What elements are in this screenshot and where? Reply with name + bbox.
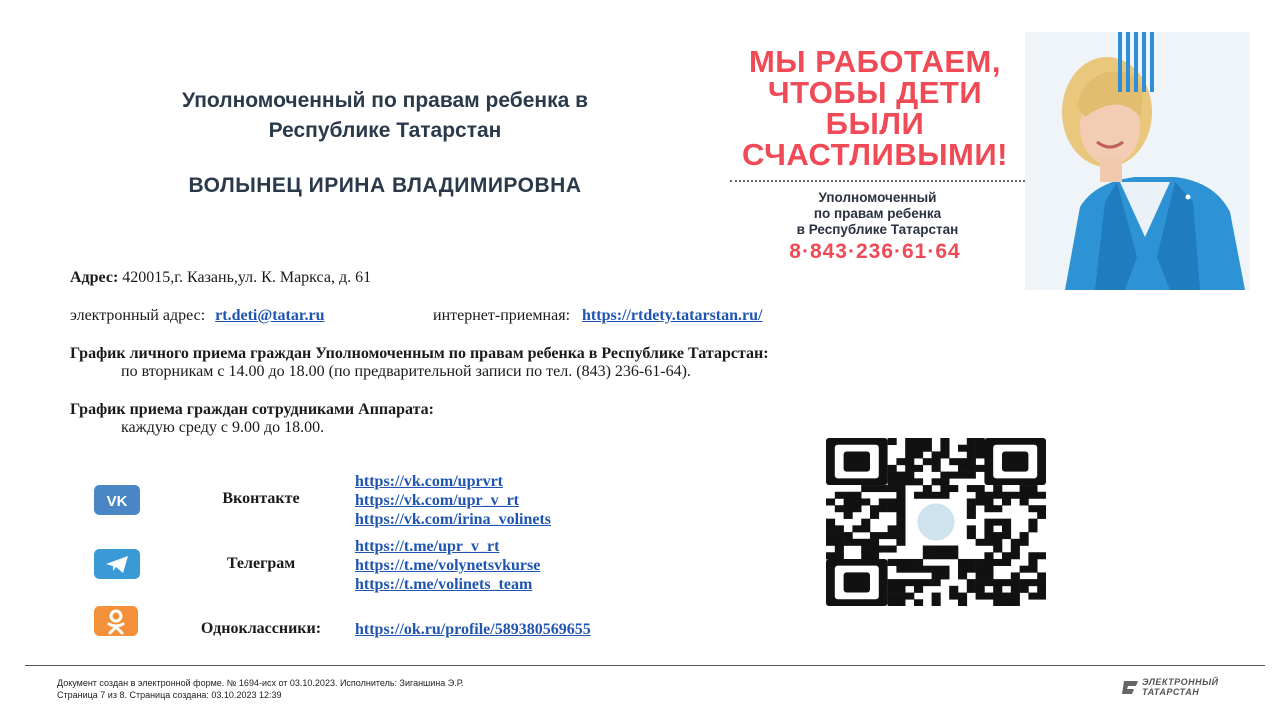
ok-link[interactable]: https://ok.ru/profile/589380569655 bbox=[355, 621, 591, 638]
footer-line: Документ создан в электронной форме. № 1694-исх от 03.10.2023. Исполнитель: Зиганшина Э.Р. bbox=[57, 678, 464, 688]
address-label: Адрес: bbox=[70, 269, 119, 286]
odnoklassniki-icon[interactable] bbox=[94, 606, 138, 636]
vk-links bbox=[355, 472, 551, 529]
banner-phone: 8·843·236·61·64 bbox=[789, 240, 961, 263]
office-title-line1: Уполномоченный по правам ребенка в bbox=[181, 89, 589, 112]
ok-links bbox=[355, 620, 591, 639]
staff-schedule-text: каждую среду с 9.00 до 18.00. bbox=[121, 419, 325, 436]
reception-label: интернет-приемная: bbox=[433, 307, 571, 324]
slogan-line: СЧАСТЛИВЫМИ! bbox=[742, 137, 1008, 172]
slogan-line: БЫЛИ bbox=[825, 106, 925, 141]
vk-label: Вконтакте bbox=[222, 490, 300, 507]
banner-subtitle-line: в Республике Татарстан bbox=[796, 222, 959, 237]
banner-subtitle-line: Уполномоченный bbox=[818, 190, 937, 205]
vk-link[interactable]: https://vk.com/irina_volinets bbox=[355, 511, 552, 528]
email-link[interactable]: rt.deti@tatar.ru bbox=[215, 307, 325, 324]
telegram-links bbox=[355, 537, 540, 594]
telegram-link[interactable]: https://t.me/upr_v_rt bbox=[355, 538, 500, 555]
person-name: ВОЛЫНЕЦ ИРИНА ВЛАДИМИРОВНА bbox=[188, 174, 582, 197]
footer-text bbox=[57, 677, 464, 701]
electronic-tatarstan-logo bbox=[1120, 677, 1240, 699]
dotted-divider bbox=[730, 180, 1025, 182]
telegram-icon[interactable] bbox=[94, 549, 140, 579]
email-row bbox=[70, 306, 325, 326]
footer-divider bbox=[25, 665, 1265, 666]
etat-logo-icon bbox=[1120, 679, 1140, 697]
slogan-line: МЫ РАБОТАЕМ, bbox=[748, 44, 1001, 79]
vk-link[interactable]: https://vk.com/upr_v_rt bbox=[355, 492, 519, 509]
personal-schedule-title: График личного приема граждан Уполномоченным по правам ребенка в Республике Татарстан: bbox=[70, 345, 769, 362]
vk-link[interactable]: https://vk.com/uprvrt bbox=[355, 473, 503, 490]
banner bbox=[720, 32, 1250, 290]
etat-logo-line: ТАТАРСТАН bbox=[1142, 687, 1200, 697]
banner-subtitle bbox=[730, 190, 1025, 238]
reception-link[interactable]: https://rtdety.tatarstan.ru/ bbox=[582, 307, 763, 324]
decorative-stripes bbox=[1118, 32, 1158, 92]
ok-label: Одноклассники: bbox=[200, 620, 322, 637]
vk-icon[interactable] bbox=[94, 485, 140, 515]
office-title-line2: Республике Татарстан bbox=[268, 119, 502, 142]
reception-row bbox=[433, 306, 762, 326]
banner-subtitle-line: по правам ребенка bbox=[813, 206, 942, 221]
staff-schedule-title: График приема граждан сотрудниками Аппарата: bbox=[70, 401, 434, 418]
slogan-line: ЧТОБЫ ДЕТИ bbox=[767, 75, 983, 110]
banner-slogan bbox=[720, 46, 1030, 170]
telegram-link[interactable]: https://t.me/volynetsvkurse bbox=[355, 557, 541, 574]
telegram-label: Телеграм bbox=[226, 555, 296, 572]
address-row bbox=[70, 268, 371, 288]
address-value: 420015,г. Казань,ул. К. Маркса, д. 61 bbox=[122, 269, 372, 286]
svg-text:VK: VK bbox=[106, 493, 128, 510]
office-title bbox=[60, 86, 710, 146]
etat-logo-text bbox=[1142, 677, 1219, 697]
qr-code[interactable] bbox=[826, 438, 1046, 606]
personal-schedule-text: по вторникам с 14.00 до 18.00 (по предварительной записи по тел. (843) 236-61-64). bbox=[121, 363, 691, 380]
email-label: электронный адрес: bbox=[70, 307, 206, 324]
etat-logo-line: ЭЛЕКТРОННЫЙ bbox=[1142, 677, 1219, 687]
footer-line: Страница 7 из 8. Страница создана: 03.10.2023 12:39 bbox=[57, 690, 282, 700]
telegram-link[interactable]: https://t.me/volinets_team bbox=[355, 576, 533, 593]
